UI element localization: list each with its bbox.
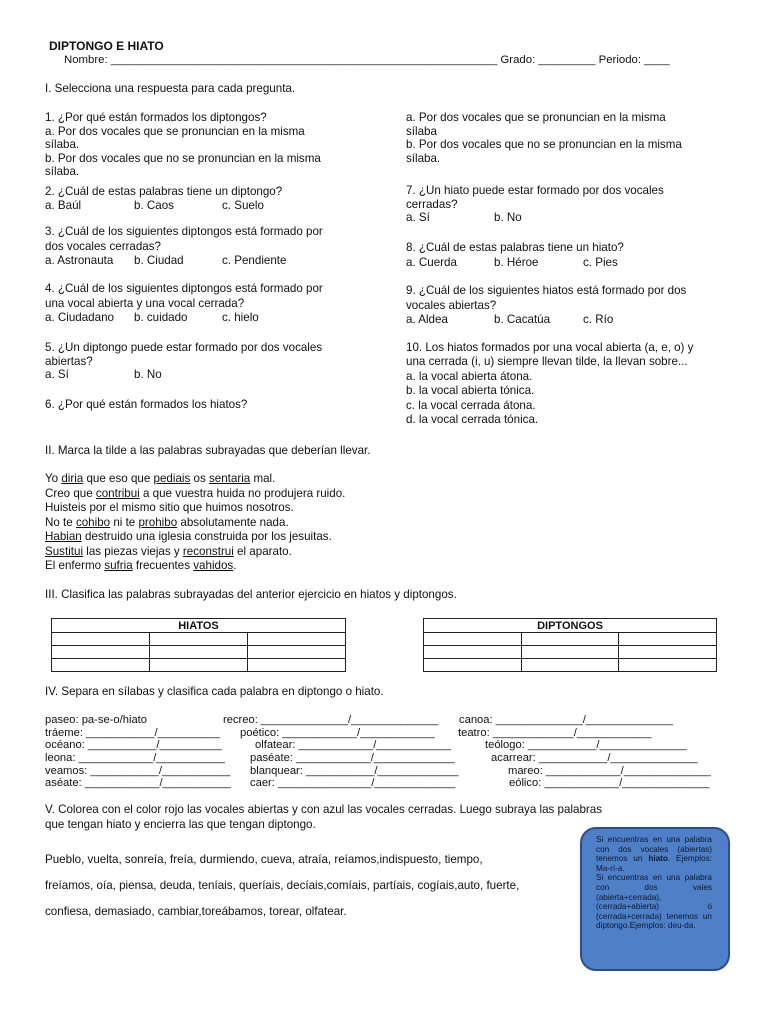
section1-heading: I. Selecciona una respuesta para cada pregunta.: [45, 82, 296, 95]
word-list-line-3: confiesa, demasiado, cambiar,toreábamos, torear, olfatear.: [45, 905, 347, 918]
syllable-item[interactable]: olfatear: ____________/____________: [255, 739, 451, 752]
underlined-word: Habian: [45, 530, 82, 543]
option-c[interactable]: c. hielo: [222, 311, 259, 324]
question-6: 6. ¿Por qué están formados los hiatos?: [45, 398, 248, 411]
syllable-item[interactable]: tráeme: ___________/__________: [45, 726, 220, 739]
option-c[interactable]: c. Suelo: [222, 198, 264, 212]
syllable-item[interactable]: acarrear: ___________/______________: [491, 752, 698, 765]
underlined-word: diria: [61, 472, 84, 485]
syllable-item[interactable]: caer: _______________/_____________: [250, 777, 456, 790]
table-cell[interactable]: [247, 659, 345, 672]
table-cell[interactable]: [424, 633, 522, 646]
table-cell[interactable]: [52, 646, 150, 659]
syllable-item[interactable]: aséate: ____________/___________: [45, 777, 232, 790]
sentence-4: No te cohibo ni te prohibo absolutamente nada.: [45, 515, 289, 529]
syllable-item[interactable]: veamos: ___________/___________: [45, 764, 231, 777]
option-c[interactable]: c. Pendiente: [222, 254, 287, 267]
sentence-6: Sustitui las piezas viejas y reconstrui el aparato.: [45, 544, 292, 558]
syllable-item[interactable]: océano: ___________/__________: [45, 739, 222, 752]
sentence-2: Creo que contribui a que vuestra huida no produjera ruido.: [45, 486, 346, 500]
option-a[interactable]: a. Ciudadano: [45, 311, 114, 324]
option-b[interactable]: b. Ciudad: [134, 254, 184, 267]
table-cell[interactable]: [52, 659, 150, 672]
option-a[interactable]: a. Aldea: [406, 313, 448, 326]
option-b[interactable]: b. Caos: [134, 198, 174, 212]
option-b[interactable]: b. Cacatúa: [494, 313, 551, 326]
syllable-item[interactable]: recreo: ______________/______________: [223, 714, 439, 726]
question-3: 3. ¿Cuál de los siguientes diptongos está formado por dos vocales cerradas? a. Astronauta b. Ciudad c. Pendiente: [45, 225, 323, 267]
diptongos-header: DIPTONGOS: [424, 619, 717, 633]
question-1: 1. ¿Por qué están formados los diptongos? a. Por dos vocales que se pronuncian en la misma sílaba. b. Por dos vocales que no se pronuncian en la misma sílaba.: [45, 111, 321, 178]
sentence-5: Habian destruido una iglesia construida por los jesuitas.: [45, 530, 332, 543]
word-list-line-2: freíamos, oía, piensa, deuda, teníais, queríais, decíais,comíais, partíais, cogíais,auto, fuerte,: [45, 879, 520, 892]
syllable-item[interactable]: eólico: ____________/______________: [509, 777, 710, 790]
underlined-word: contribui: [95, 486, 140, 500]
option-c[interactable]: c. Pies: [583, 255, 618, 269]
sentence-7: El enfermo sufria frecuentes vahidos.: [45, 559, 237, 572]
option-a[interactable]: a. Astronauta: [45, 254, 114, 267]
option-c[interactable]: c. la vocal cerrada átona.: [406, 398, 536, 412]
option-a[interactable]: a. Sí: [45, 368, 69, 381]
table-cell[interactable]: [247, 646, 345, 659]
sentence-3: Huisteis por el mismo sitio que huimos nosotros.: [45, 501, 294, 514]
underlined-word: pediais: [153, 472, 191, 485]
sentence-1: Yo diria que eso que pediais os sentaria mal.: [45, 472, 276, 485]
section4-heading: IV. Separa en sílabas y clasifica cada palabra en diptongo o hiato.: [45, 685, 384, 698]
option-b[interactable]: b. No: [494, 211, 522, 224]
option-a[interactable]: a. Cuerda: [406, 255, 457, 269]
option-b[interactable]: b. No: [134, 368, 162, 381]
question-6-options: a. Por dos vocales que se pronuncian en la misma sílaba b. Por dos vocales que no se pronuncian en la misma sílaba.: [406, 111, 682, 165]
hiatos-header: HIATOS: [52, 619, 346, 633]
sentences-block: [45, 472, 345, 574]
question-5: 5. ¿Un diptongo puede estar formado por dos vocales abiertas? a. Sí b. No: [45, 341, 323, 381]
section3-heading: III. Clasifica las palabras subrayadas del anterior ejercicio en hiatos y diptongos.: [45, 588, 457, 601]
option-b[interactable]: b. cuidado: [134, 311, 188, 324]
syllable-item[interactable]: blanquear: ___________/_____________: [250, 764, 459, 777]
option-a[interactable]: a. Baúl: [45, 198, 82, 212]
worksheet-title: DIPTONGO E HIATO: [49, 39, 164, 53]
option-d[interactable]: d. la vocal cerrada tónica.: [406, 413, 539, 427]
underlined-word: cohibo: [75, 515, 111, 529]
syllable-item[interactable]: leona: ____________/___________: [45, 752, 225, 765]
syllable-item[interactable]: canoa: ______________/______________: [459, 714, 674, 726]
diptongos-table: [423, 618, 717, 672]
underlined-word: reconstrui: [182, 544, 234, 558]
name-grade-period-line[interactable]: Nombre: _____________________________________________________________ Grado: _________ Periodo: ____: [64, 54, 670, 66]
question-2: 2. ¿Cuál de estas palabras tiene un diptongo? a. Baúl b. Caos c. Suelo: [45, 185, 283, 212]
question-9: 9. ¿Cuál de los siguientes hiatos está formado por dos vocales abiertas? a. Aldea b. Cacatúa c. Río: [406, 284, 687, 326]
option-a[interactable]: a. la vocal abierta átona.: [406, 369, 533, 383]
syllable-item[interactable]: mareo: ____________/______________: [508, 764, 711, 777]
underlined-word: sufria: [104, 559, 133, 572]
table-cell[interactable]: [149, 633, 247, 646]
underlined-word: sentaria: [208, 472, 251, 485]
option-b[interactable]: b. la vocal abierta tónica.: [406, 384, 535, 398]
table-cell[interactable]: [52, 633, 150, 646]
question-10: 10. Los hiatos formados por una vocal abierta (a, e, o) y una cerrada (i, u) siempre llevan tilde, la llevan sobre... a. la vocal abierta átona. b. la vocal abierta tónica. c. la vocal cerrada átona. d. la vocal cerrada tónica.: [406, 341, 694, 427]
underlined-word: prohibo: [138, 515, 178, 529]
table-cell[interactable]: [619, 646, 717, 659]
question-4: 4. ¿Cuál de los siguientes diptongos está formado por una vocal abierta y una vocal cerrada? a. Ciudadano b. cuidado c. hielo: [45, 282, 323, 324]
syllable-item[interactable]: teatro: _____________/____________: [458, 726, 652, 739]
table-cell[interactable]: [619, 659, 717, 672]
section2-heading: II. Marca la tilde a las palabras subrayadas que deberían llevar.: [45, 444, 371, 457]
table-cell[interactable]: [521, 633, 619, 646]
table-cell[interactable]: [619, 633, 717, 646]
table-cell[interactable]: [521, 659, 619, 672]
table-cell[interactable]: [149, 646, 247, 659]
table-cell[interactable]: [149, 659, 247, 672]
hiatos-table: [51, 618, 346, 672]
option-c[interactable]: c. Río: [583, 313, 614, 326]
table-cell[interactable]: [247, 633, 345, 646]
callout-text: Si encuentras en una palabra con dos vocales (abiertas) tenemos un hiato. Ejemplos: Ma-rí-a. Si encuentras en una palabra con dos vales (abierta+cerrada), (cerrada+abierta) ó (cerrada+cerrada) tenemos un diptongo.Ejemplos: deu-da.: [596, 835, 712, 931]
option-a[interactable]: a. Sí: [406, 211, 430, 224]
question-8: 8. ¿Cuál de estas palabras tiene un hiato? a. Cuerda b. Héroe c. Pies: [406, 241, 624, 269]
option-b[interactable]: b. Héroe: [494, 255, 539, 269]
section5-heading: V. Colorea con el color rojo las vocales abiertas y con azul las vocales cerradas. Luego subraya las palabras que tengan hiato y encierra las que tengan diptongo.: [45, 803, 603, 831]
question-7: 7. ¿Un hiato puede estar formado por dos vocales cerradas? a. Sí b. No: [406, 184, 664, 224]
table-cell[interactable]: [521, 646, 619, 659]
syllable-item[interactable]: paséate: ____________/_____________: [250, 752, 455, 765]
word-list-line-1: Pueblo, vuelta, sonreía, freía, durmiendo, cueva, atraía, reíamos,indispuesto, tiempo,: [45, 853, 483, 866]
table-cell[interactable]: [424, 659, 522, 672]
syllable-item[interactable]: poético: ____________/____________: [240, 726, 435, 739]
syllable-item: paseo: pa-se-o/hiato: [45, 714, 147, 726]
underlined-word: vahidos: [193, 559, 234, 572]
underlined-word: Sustitui: [45, 544, 84, 558]
table-cell[interactable]: [424, 646, 522, 659]
syllable-item[interactable]: teólogo: ___________/______________: [485, 739, 687, 752]
